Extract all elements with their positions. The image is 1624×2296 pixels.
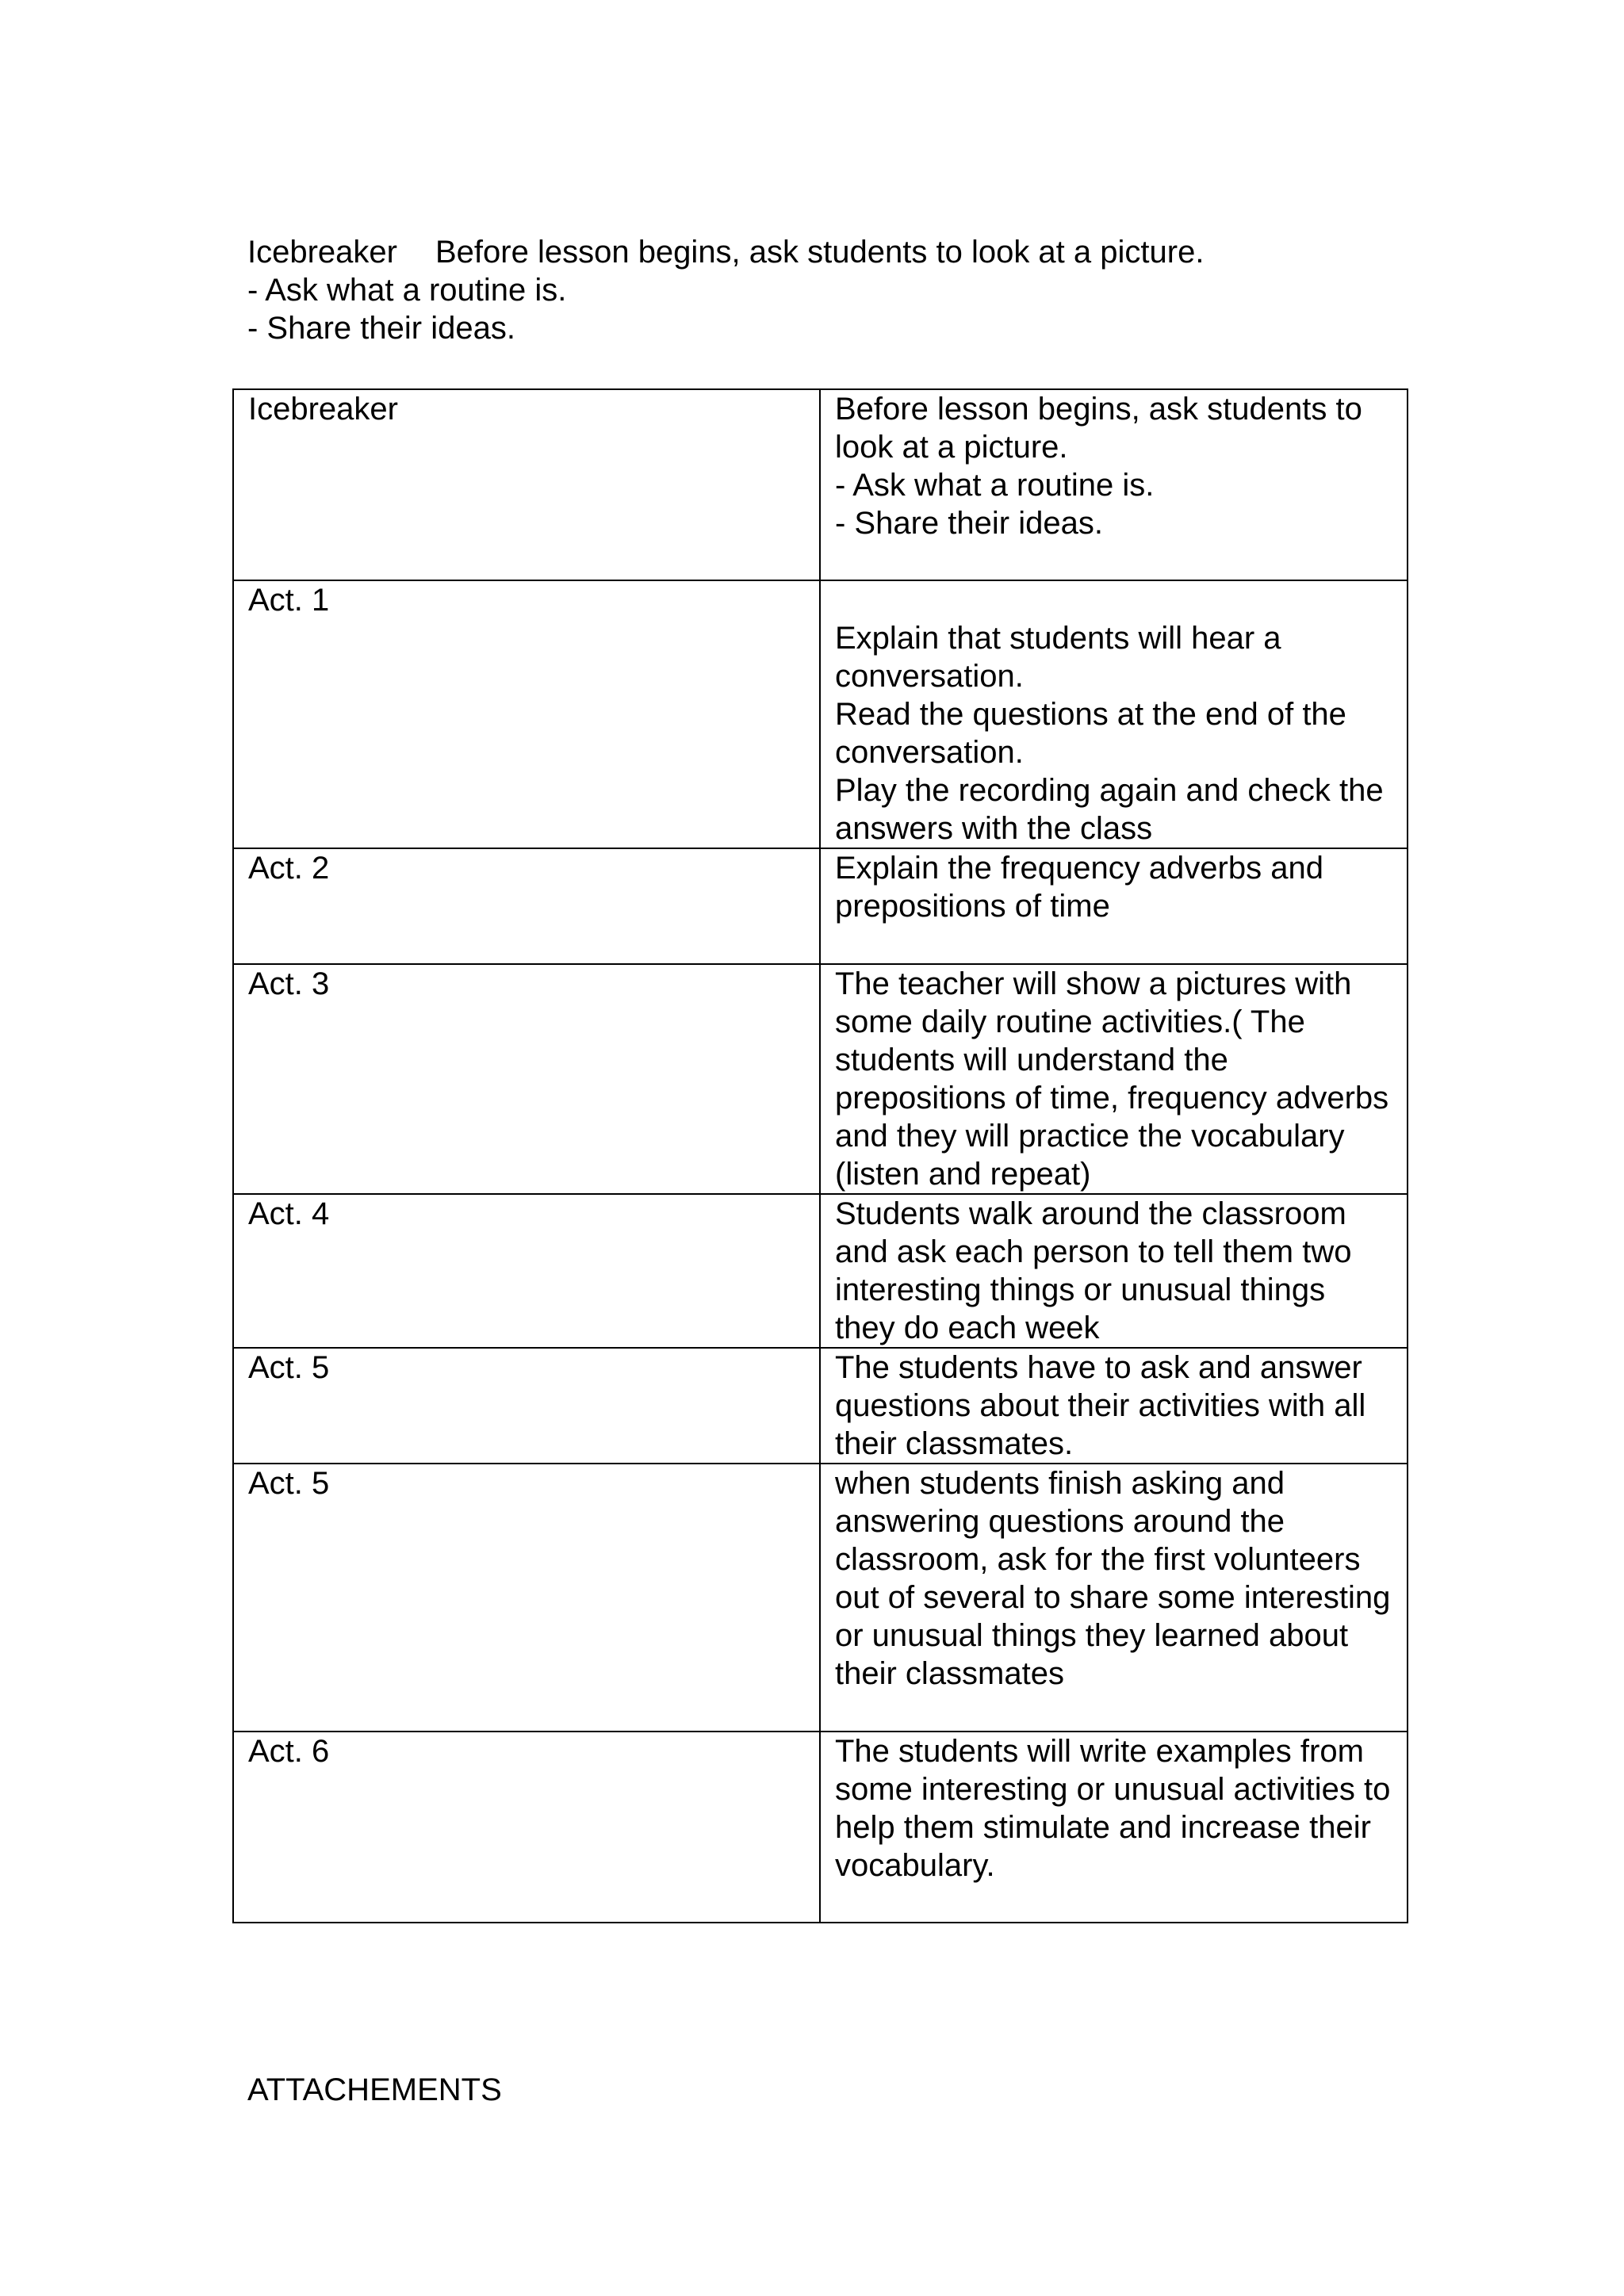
description-line: Students walk around the classroom and ask each person to tell them two interesting things or unusual things they do each week xyxy=(835,1196,1352,1345)
description-line: The students have to ask and answer questions about their activities with all their classmates. xyxy=(835,1350,1366,1461)
description-line: Explain the frequency adverbs and prepositions of time xyxy=(835,851,1323,924)
activity-description xyxy=(820,1464,1408,1732)
description-line: The students will write examples from some interesting or unusual activities to help them stimulate and increase their vocabulary. xyxy=(835,1734,1391,1883)
activity-label: Act. 3 xyxy=(233,964,820,1194)
activity-label: Act. 5 xyxy=(233,1464,820,1732)
table-row xyxy=(233,964,1408,1194)
activity-label: Act. 5 xyxy=(233,1348,820,1464)
description-line: when students finish asking and answering questions around the classroom, ask for the first volunteers out of several to share some interesting or unusual things they learned about their classmates xyxy=(835,1466,1391,1691)
description-spacer xyxy=(835,581,1392,619)
activity-label: Act. 2 xyxy=(233,848,820,964)
intro-label: Icebreaker xyxy=(247,235,397,270)
description-line: Play the recording again and check the answers with the class xyxy=(835,773,1384,846)
activity-description xyxy=(820,964,1408,1194)
activity-description xyxy=(820,848,1408,964)
activity-description xyxy=(820,1732,1408,1923)
table-row xyxy=(233,1194,1408,1348)
activity-description xyxy=(820,389,1408,580)
attachments-heading: ATTACHEMENTS xyxy=(247,2072,502,2107)
table-row xyxy=(233,1732,1408,1923)
intro-text: Before lesson begins, ask students to look at a picture. xyxy=(435,235,1205,270)
activity-label: Act. 6 xyxy=(233,1732,820,1923)
intro-first-line xyxy=(247,233,1437,271)
description-line: Read the questions at the end of the conversation. xyxy=(835,697,1346,770)
description-line: Explain that students will hear a conversation. xyxy=(835,621,1281,694)
table-row xyxy=(233,1464,1408,1732)
intro-block xyxy=(247,233,1437,347)
description-line: - Share their ideas. xyxy=(835,506,1103,541)
activity-label: Act. 4 xyxy=(233,1194,820,1348)
table-row xyxy=(233,848,1408,964)
description-line: The teacher will show a pictures with some daily routine activities.( The students will understand the prepositions of time, frequency adverbs and they will practice the vocabulary (listen and repeat) xyxy=(835,966,1389,1192)
activity-label: Act. 1 xyxy=(233,580,820,848)
activity-description xyxy=(820,580,1408,848)
description-line: - Ask what a routine is. xyxy=(835,468,1155,503)
intro-bullet: - Share their ideas. xyxy=(247,311,515,346)
intro-bullet: - Ask what a routine is. xyxy=(247,273,567,308)
table-row xyxy=(233,1348,1408,1464)
activity-description xyxy=(820,1194,1408,1348)
activity-description xyxy=(820,1348,1408,1464)
activity-label: Icebreaker xyxy=(233,389,820,580)
table-row xyxy=(233,580,1408,848)
description-line: Before lesson begins, ask students to look at a picture. xyxy=(835,392,1362,465)
table-row xyxy=(233,389,1408,580)
lesson-plan-table xyxy=(232,388,1408,1923)
